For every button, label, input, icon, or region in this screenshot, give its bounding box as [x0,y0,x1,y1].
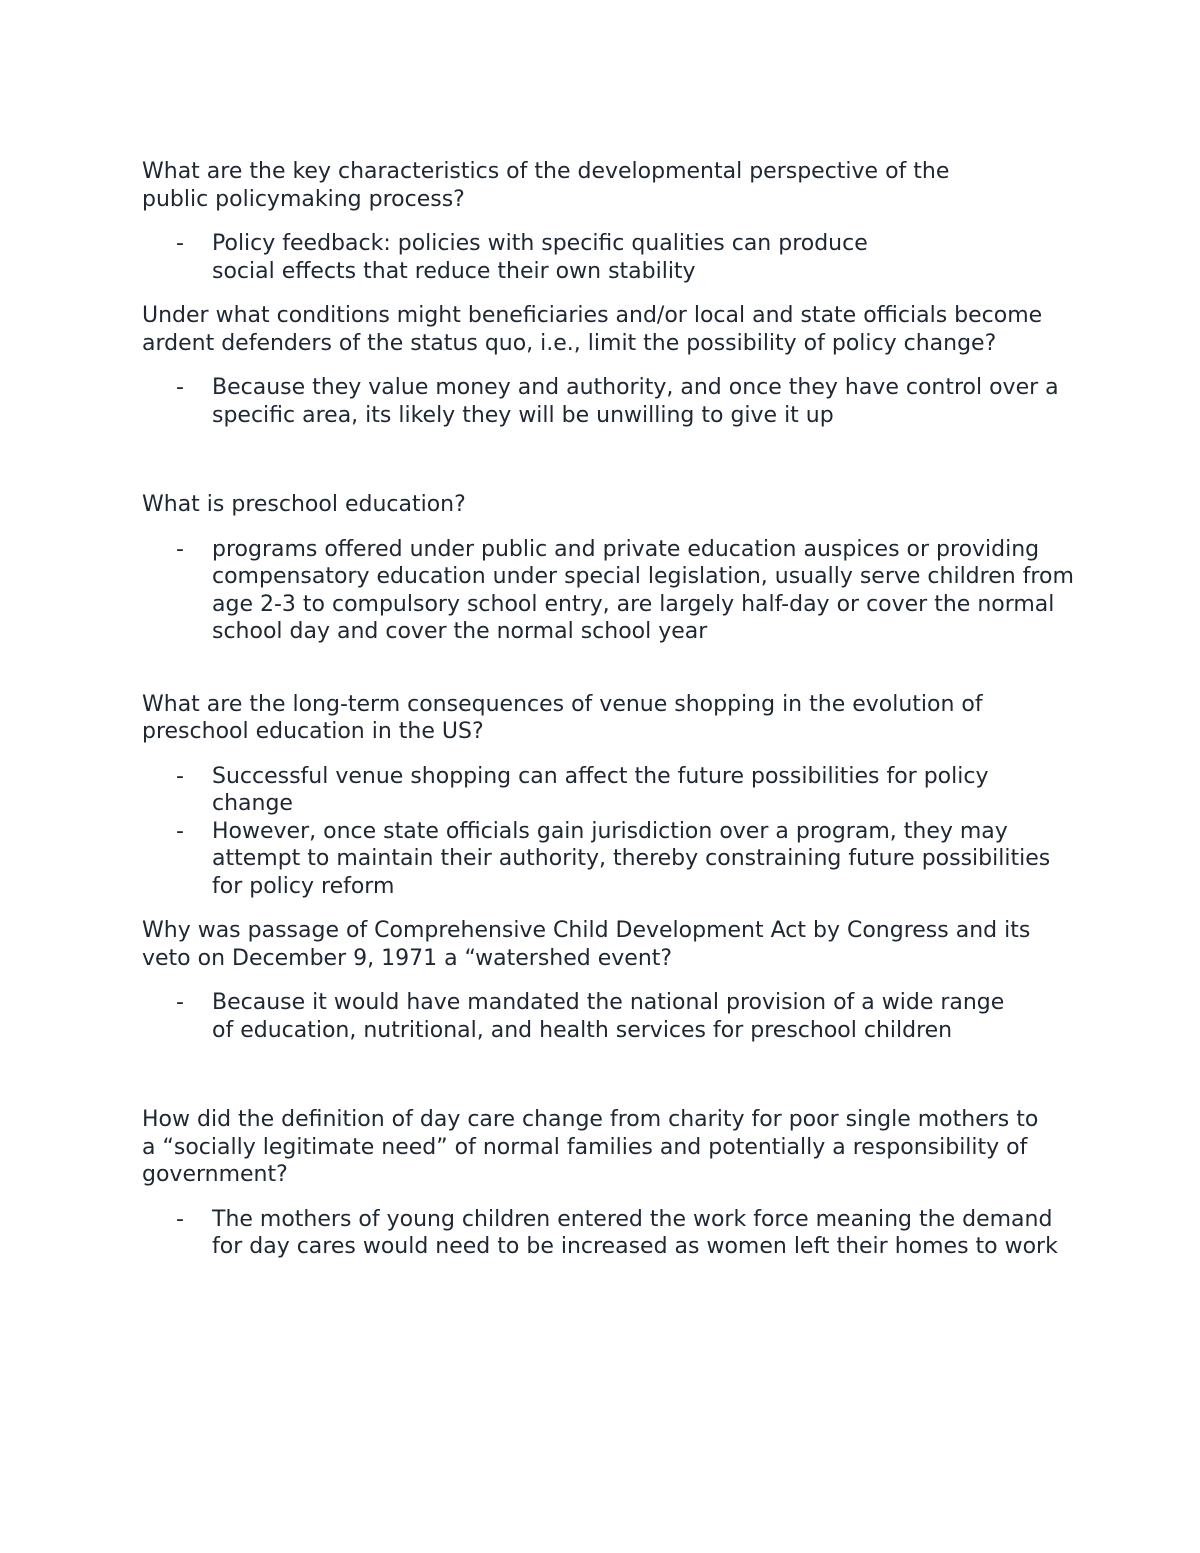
answer-text: However, once state officials gain jurisdiction over a program, they may attempt to maintain their authority, thereby constraining future possibilities for policy reform [212,818,1051,899]
answer-list-6 [142,1206,1072,1261]
answer-text: Because it would have mandated the national provision of a wide range of education, nutritional, and health services for preschool children [212,990,1005,1043]
list-item [142,818,1072,901]
bullet-dash: - [176,1206,184,1232]
bullet-dash: - [176,375,184,400]
answer-text: The mothers of young children entered the work force meaning the demand for day cares would need to be increased as women left their homes to work [212,1206,1058,1259]
question-4: What are the long-term consequences of venue shopping in the evolution of preschool education in the US? [142,691,983,744]
answer-list-1 [142,230,1072,285]
answer-list-5 [142,989,1072,1044]
answer-text: Successful venue shopping can affect the future possibilities for policy change [212,763,989,816]
question-5: Why was passage of Comprehensive Child Development Act by Congress and its veto on December 9, 1971 a “watershed event? [142,918,1031,971]
answer-list-4 [142,763,1072,901]
list-item [142,536,1077,646]
answer-list-3 [142,536,1072,646]
question-2: Under what conditions might beneficiaries and/or local and state officials become ardent defenders of the status quo, i.e., limit the possibility of policy change? [142,303,1043,356]
question-6: How did the definition of day care change from charity for poor single mothers to a “socially legitimate need” of normal families and potentially a responsibility of government? [142,1107,1039,1187]
bullet-dash: - [176,818,184,844]
list-item [142,989,1012,1044]
question-3: What is preschool education? [142,492,466,517]
bullet-dash: - [176,990,184,1015]
bullet-dash: - [176,536,184,562]
bullet-dash: - [176,231,184,256]
answer-text: programs offered under public and private education auspices or providing compensatory education under special legislation, usually serve children from age 2-3 to compulsory school entry, are largely half-day or cover the normal school day and cover the normal school year [212,536,1074,644]
answer-text: Policy feedback: policies with specific qualities can produce social effects that reduce their own stability [212,231,868,284]
question-1: What are the key characteristics of the developmental perspective of the public policymaking process? [142,159,950,212]
list-item [142,1206,1072,1261]
list-item [142,374,1072,429]
list-item [142,763,1072,818]
answer-text: Because they value money and authority, and once they have control over a specific area, its likely they will be unwilling to give it up [212,375,1059,428]
list-item [142,230,932,285]
answer-list-2 [142,374,1072,429]
document-page [142,158,1072,1261]
bullet-dash: - [176,763,184,789]
